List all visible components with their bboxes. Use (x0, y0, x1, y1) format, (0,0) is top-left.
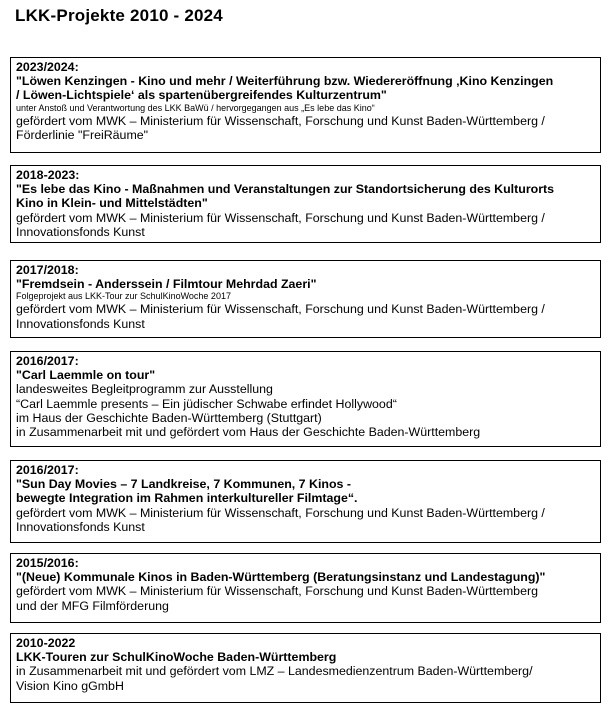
project-funding-line: in Zusammenarbeit mit und gefördert vom Haus der Geschichte Baden-Württemberg (16, 425, 481, 440)
project-box-sun-day-movies (10, 460, 601, 543)
project-description-line: landesweites Begleitprogramm zur Ausstellung (16, 382, 273, 397)
project-period: 2017/2018: (16, 263, 79, 277)
project-funding-line: und der MFG Filmförderung (16, 598, 169, 613)
project-note: Folgeprojekt aus LKK-Tour zur SchulKinoWoche 2017 (16, 291, 231, 302)
project-title-line: bewegte Integration im Rahmen interkultureller Filmtage“. (16, 491, 358, 506)
project-period: 2015/2016: (16, 556, 79, 570)
project-funding-line: Vision Kino gGmbH (16, 678, 124, 693)
project-box-2015-2016 (10, 553, 601, 623)
project-funding-line: in Zusammenarbeit mit und gefördert vom LMZ – Landesmedienzentrum Baden-Württemberg/ (16, 664, 533, 679)
project-funding-line: Innovationsfonds Kunst (16, 316, 145, 331)
project-title-line: "Es lebe das Kino - Maßnahmen und Veranstaltungen zur Standortsicherung des Kulturorts (16, 182, 555, 197)
project-funding-line: Innovationsfonds Kunst (16, 519, 145, 534)
project-box-2023-2024 (10, 57, 601, 153)
project-title-line: "Löwen Kenzingen - Kino und mehr / Weiterführung bzw. Wiedereröffnung ‚Kino Kenzingen (16, 74, 554, 89)
project-title-line: "Fremdsein - Anderssein / Filmtour Mehrdad Zaeri" (16, 277, 317, 292)
project-description-line: im Haus der Geschichte Baden-Württemberg (Stuttgart) (16, 410, 322, 425)
page-title: LKK-Projekte 2010 - 2024 (15, 6, 223, 25)
project-title-line: "(Neue) Kommunale Kinos in Baden-Württemberg (Beratungsinstanz und Landestagung)" (16, 570, 546, 585)
project-funding-line: Innovationsfonds Kunst (16, 224, 145, 239)
project-box-2010-2022 (10, 633, 601, 703)
project-period: 2023/2024: (16, 60, 79, 74)
project-funding-line: gefördert vom MWK – Ministerium für Wissenschaft, Forschung und Kunst Baden-Württemberg / (16, 113, 545, 128)
project-funding-line: gefördert vom MWK – Ministerium für Wissenschaft, Forschung und Kunst Baden-Württemberg / (16, 505, 545, 520)
project-description-line: “Carl Laemmle presents – Ein jüdischer Schwabe erfindet Hollywood“ (16, 396, 397, 411)
project-note: unter Anstoß und Verantwortung des LKK BaWü / hervorgegangen aus „Es lebe das Kino“ (16, 102, 375, 113)
project-title-line: Kino in Klein- und Mittelstädten" (16, 196, 208, 211)
project-title-line: "Sun Day Movies – 7 Landkreise, 7 Kommunen, 7 Kinos - (16, 477, 352, 492)
project-period: 2016/2017: (16, 463, 79, 477)
project-funding-line: gefördert vom MWK – Ministerium für Wissenschaft, Forschung und Kunst Baden-Württemberg / (16, 210, 545, 225)
project-box-carl-laemmle (10, 351, 601, 447)
project-period: 2016/2017: (16, 354, 79, 368)
project-period: 2010-2022 (16, 636, 76, 650)
project-funding-line: Förderlinie "FreiRäume" (16, 127, 149, 142)
project-box-2017-2018 (10, 260, 601, 338)
project-funding-line: gefördert vom MWK – Ministerium für Wissenschaft, Forschung und Kunst Baden-Württemberg / (16, 302, 545, 317)
project-title-line: "Carl Laemmle on tour" (16, 368, 156, 383)
project-box-2018-2023 (10, 165, 601, 243)
project-title-line: / Löwen-Lichtspiele‘ als spartenübergreifendes Kulturzentrum" (16, 88, 387, 103)
project-funding-line: gefördert vom MWK – Ministerium für Wissenschaft, Forschung und Kunst Baden-Württemberg (16, 584, 538, 599)
project-title-line: LKK-Touren zur SchulKinoWoche Baden-Württemberg (16, 650, 337, 665)
project-period: 2018-2023: (16, 168, 80, 182)
